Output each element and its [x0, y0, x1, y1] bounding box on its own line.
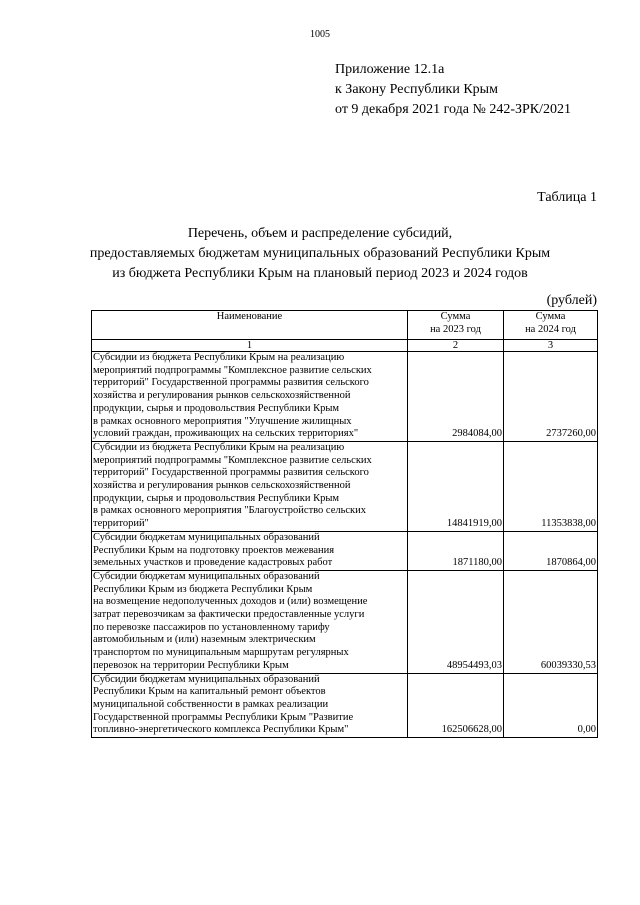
- row-sum-2024: 1870864,00: [504, 531, 598, 570]
- table-row: [92, 441, 598, 531]
- column-number-1: 1: [92, 340, 408, 352]
- row-sum-2023: 2984084,00: [408, 352, 504, 442]
- title-line-2: предоставляемых бюджетам муниципальных образований Республики Крым: [89, 246, 551, 261]
- page-number: 1005: [310, 29, 330, 40]
- header-sum-2023: Сумма на 2023 год: [408, 311, 504, 340]
- row-sum-2024: 2737260,00: [504, 352, 598, 442]
- row-sum-2023: 48954493,03: [408, 570, 504, 673]
- row-sum-2024: 0,00: [504, 673, 598, 738]
- header-sum-2024: Сумма на 2024 год: [504, 311, 598, 340]
- row-name: Субсидии из бюджета Республики Крым на реализацию мероприятий подпрограммы "Комплексное развитие сельских территорий" Государственной программы развития сельского хозяйства и регулирования рынков сельскохозяйственной продукции, сырья и продовольствия Республики Крым в рамках основного мероприятия "Улучшение жилищных условий граждан, проживающих на сельских территориях": [92, 352, 408, 442]
- appendix-line-3: от 9 декабря 2021 года № 242-ЗРК/2021: [335, 102, 572, 117]
- column-number-row: [92, 340, 598, 352]
- title-line-3: из бюджета Республики Крым на плановый период 2023 и 2024 годов: [112, 266, 528, 281]
- appendix-line-2: к Закону Республики Крым: [335, 82, 498, 97]
- row-name: Субсидии бюджетам муниципальных образований Республики Крым на подготовку проектов межевания земельных участков и проведение кадастровых работ: [92, 531, 408, 570]
- appendix-line-1: Приложение 12.1а: [335, 62, 445, 77]
- table-row: [92, 352, 598, 442]
- table-row: [92, 673, 598, 738]
- table-label: Таблица 1: [537, 190, 597, 205]
- table-row: [92, 531, 598, 570]
- table-row: [92, 570, 598, 673]
- row-sum-2024: 11353838,00: [504, 441, 598, 531]
- header-name: Наименование: [92, 311, 408, 340]
- subsidies-table: [91, 310, 598, 738]
- table-header-row: [92, 311, 598, 340]
- column-number-3: 3: [504, 340, 598, 352]
- title-line-1: Перечень, объем и распределение субсидий,: [187, 226, 453, 241]
- row-name: Субсидии из бюджета Республики Крым на реализацию мероприятий подпрограммы "Комплексное развитие сельских территорий" Государственной программы развития сельского хозяйства и регулирования рынков сельскохозяйственной продукции, сырья и продовольствия Республики Крым в рамках основного мероприятия "Благоустройство сельских территорий": [92, 441, 408, 531]
- document-title: [0, 224, 640, 284]
- row-sum-2024: 60039330,53: [504, 570, 598, 673]
- column-number-2: 2: [408, 340, 504, 352]
- row-sum-2023: 1871180,00: [408, 531, 504, 570]
- row-sum-2023: 14841919,00: [408, 441, 504, 531]
- row-name: Субсидии бюджетам муниципальных образований Республики Крым на капитальный ремонт объектов муниципальной собственности в рамках реализации Государственной программы Республики Крым "Развитие топливно-энергетического комплекса Республики Крым": [92, 673, 408, 738]
- row-name: Субсидии бюджетам муниципальных образований Республики Крым из бюджета Республики Крым на возмещение недополученных доходов и (или) возмещение затрат перевозчикам за фактически предоставленные услуги по перевозке пассажиров по установленному тарифу автомобильным и (или) наземным электрическим транспортом по муниципальным маршрутам регулярных перевозок на территории Республики Крым: [92, 570, 408, 673]
- appendix-reference: [335, 60, 571, 120]
- units-label: (рублей): [546, 293, 597, 308]
- row-sum-2023: 162506628,00: [408, 673, 504, 738]
